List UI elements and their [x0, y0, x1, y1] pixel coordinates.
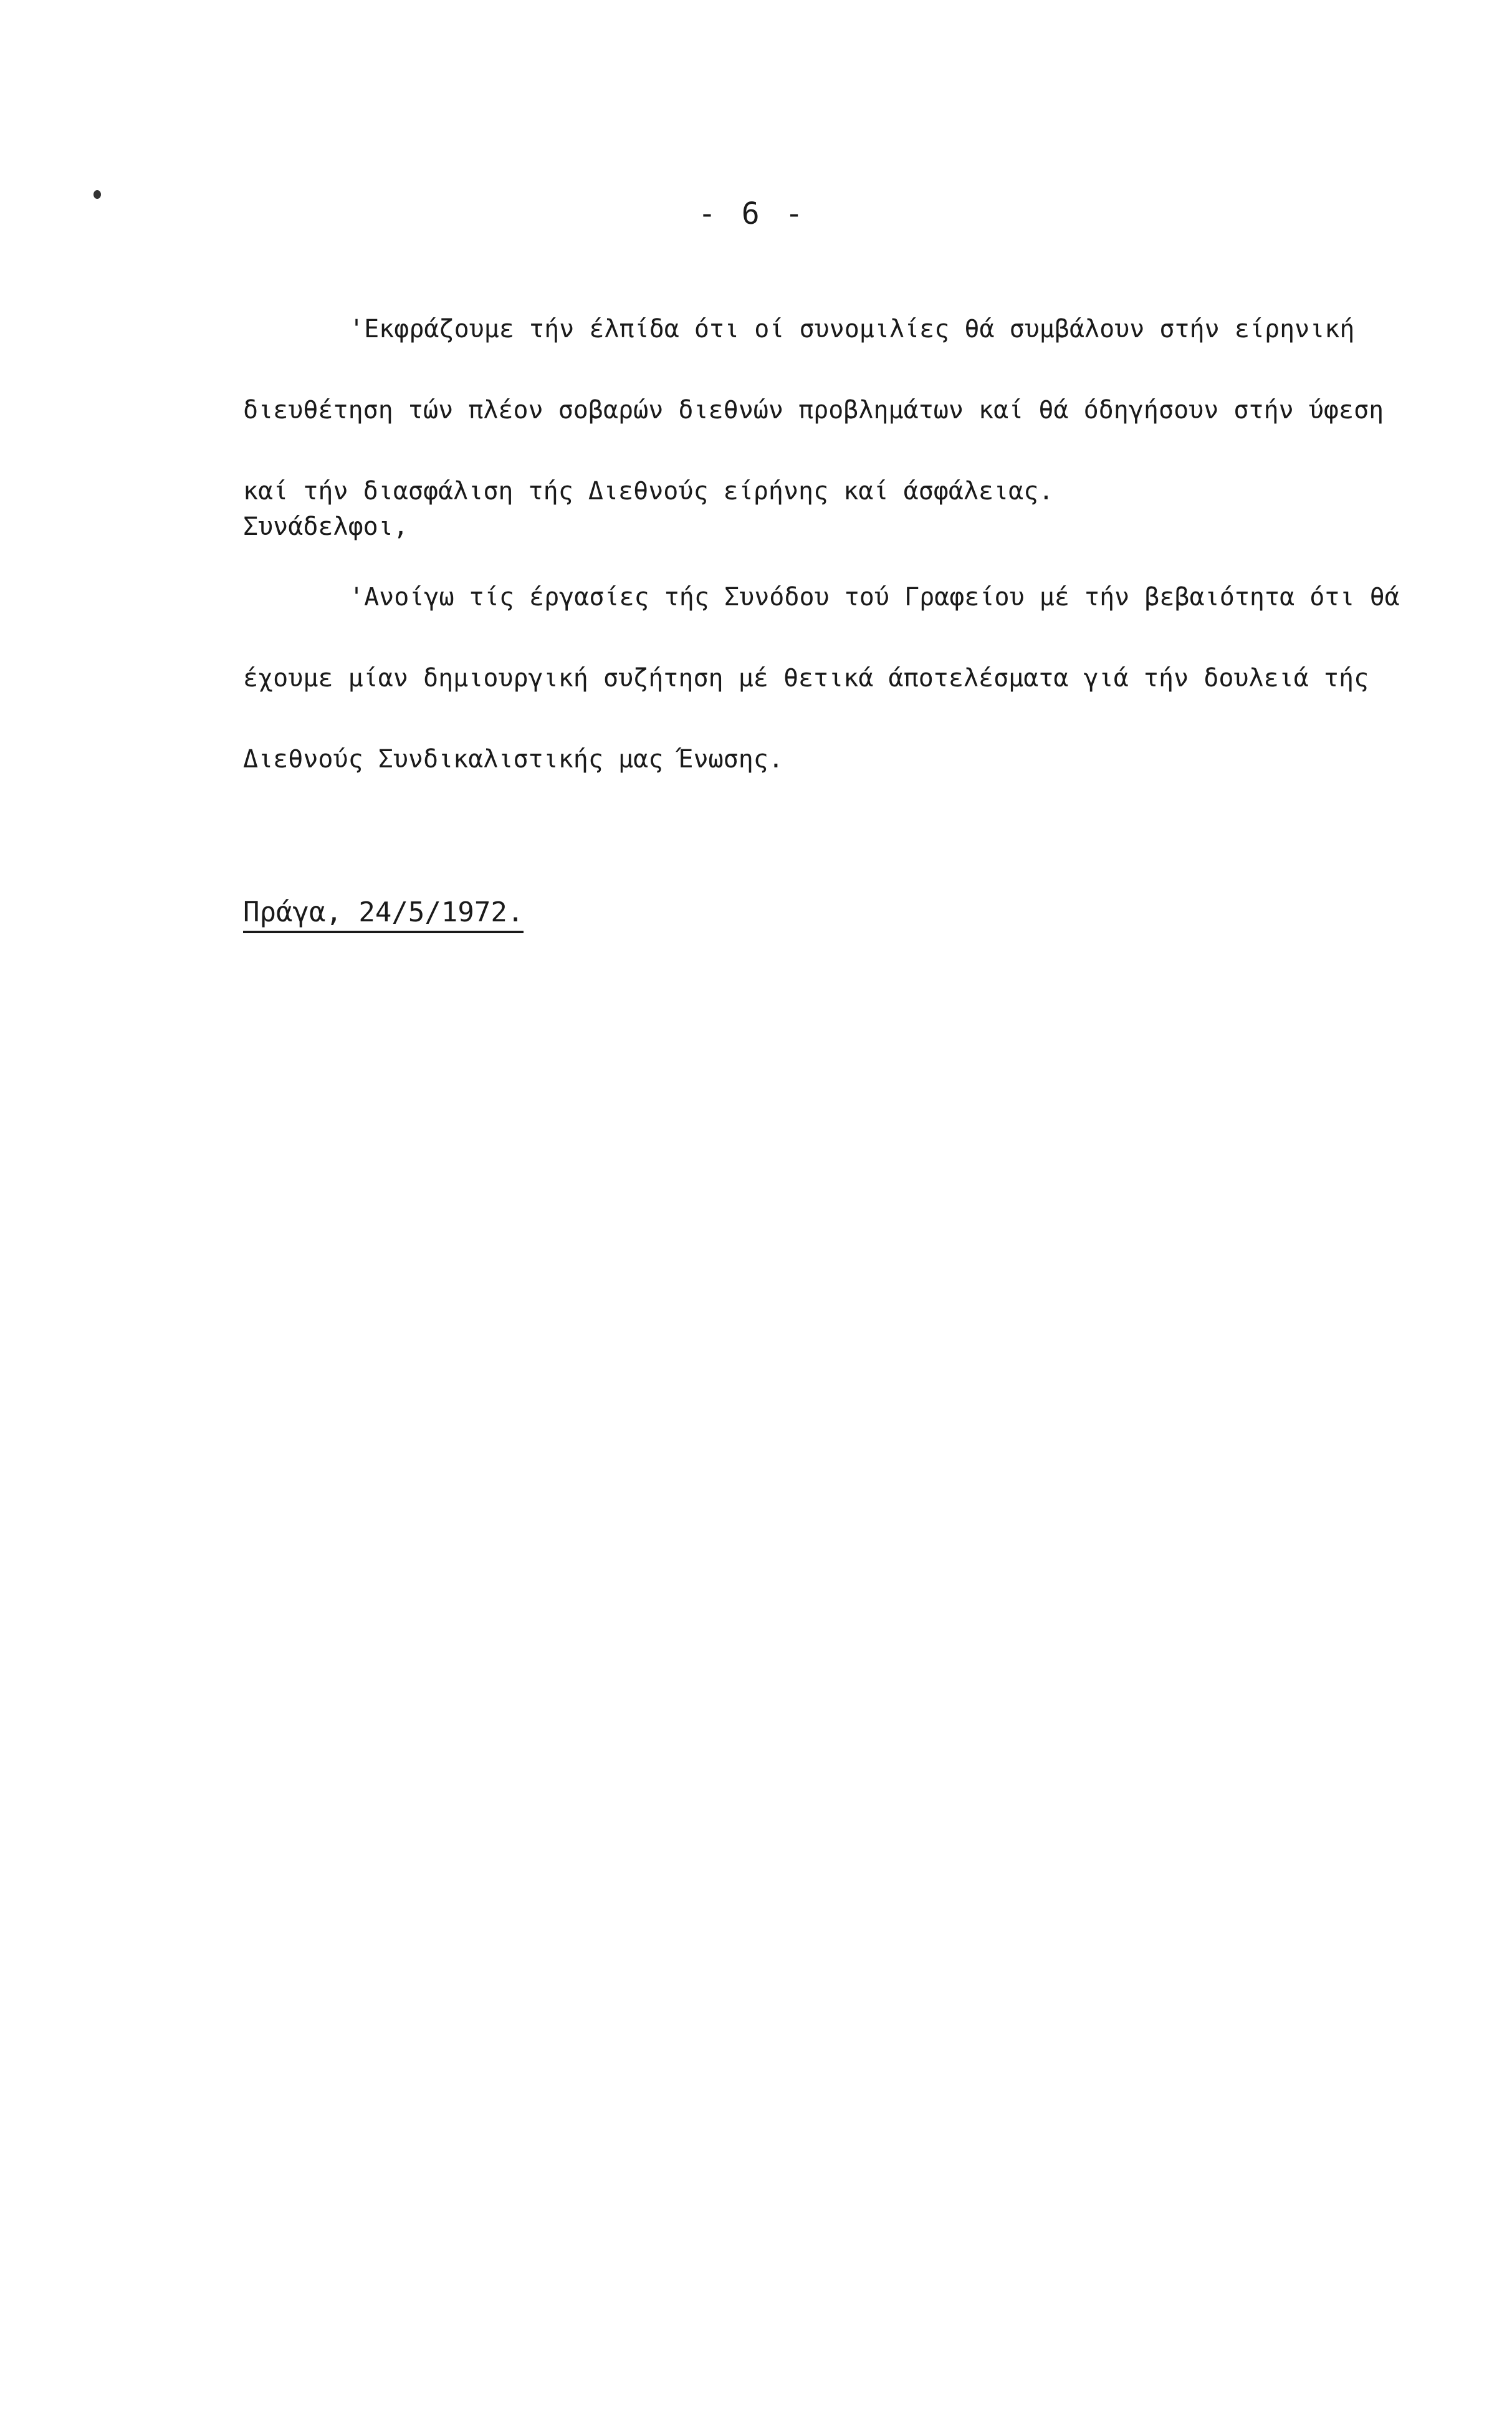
scan-speck [93, 190, 101, 199]
paragraph-line: 'Εκφράζουμε τήν έλπίδα ότι οί συνομιλίες θά συμβάλουν στήν είρηνική [349, 315, 1355, 343]
paragraph-line: 'Ανοίγω τίς έργασίες τής Συνόδου τού Γραφείου μέ τήν βεβαιότητα ότι θά [349, 583, 1400, 612]
paragraph-line: έχουμε μίαν δημιουργική συζήτηση μέ θετικά άποτελέσματα γιά τήν δουλειά τής [243, 664, 1369, 693]
page-number: - 6 - [698, 196, 807, 231]
paragraph-line: διευθέτηση τών πλέον σοβαρών διεθνών προβλημάτων καί θά όδηγήσουν στήν ύφεση [243, 396, 1384, 425]
place-date-signature: Πράγα, 24/5/1972. [243, 896, 524, 933]
paragraph-line: καί τήν διασφάλιση τής Διεθνούς είρήνης καί άσφάλειας. [243, 477, 1054, 506]
salutation: Συνάδελφοι, [243, 512, 408, 541]
paragraph-line: Διεθνούς Συνδικαλιστικής μας Ένωσης. [243, 745, 783, 774]
paragraph-opening [243, 557, 1465, 800]
paragraph-hope [243, 289, 1465, 532]
